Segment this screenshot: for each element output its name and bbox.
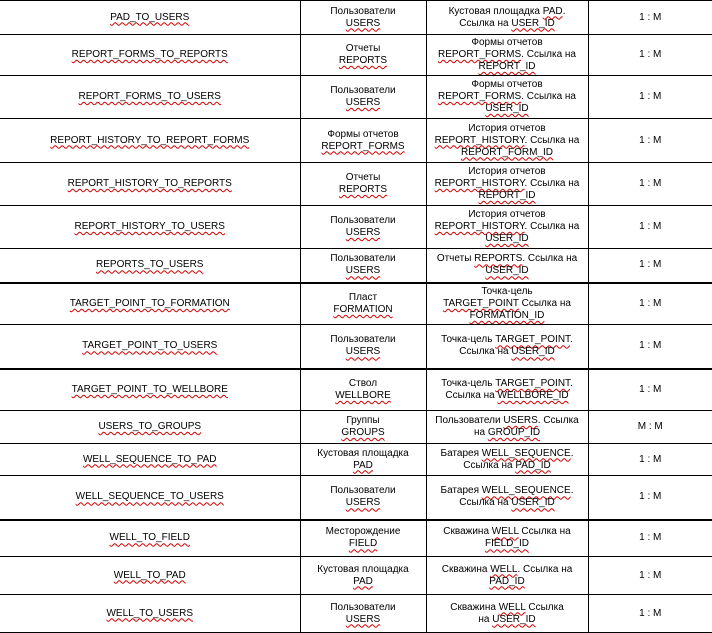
relation-name: TARGET_POINT_TO_WELLBORE	[71, 383, 228, 395]
parent-table-label: Формы отчетов	[327, 128, 399, 140]
parent-table-cell	[300, 557, 426, 595]
parent-table-code: USERS	[345, 265, 381, 277]
parent-table-label: Пользователи	[330, 85, 396, 96]
relation-name-cell	[0, 411, 300, 444]
relation-description-line: на USER_ID	[478, 613, 536, 625]
parent-table-label: Кустовая площадка	[317, 563, 409, 575]
table-row	[0, 595, 712, 633]
parent-table-label: Пользователи	[330, 485, 396, 497]
relation-description-line: Батарея WELL_SEQUENCE.	[440, 485, 574, 497]
parent-table-code: USERS	[345, 613, 381, 625]
relation-name: WELL_TO_FIELD	[109, 532, 190, 544]
relation-description-line: REPORT_ID	[478, 61, 536, 72]
relation-name: REPORT_HISTORY_TO_REPORT_FORMS	[50, 134, 250, 146]
cardinality-cell	[588, 557, 712, 595]
cardinality-value: 1 : M	[639, 532, 662, 544]
relation-description-line: REPORT_HISTORY. Ссылка на	[434, 178, 580, 189]
relation-name-cell	[0, 325, 300, 369]
parent-table-code: REPORT_FORMS	[321, 140, 405, 152]
relation-description-cell	[426, 595, 588, 633]
parent-table-cell	[300, 444, 426, 476]
parent-table-cell	[300, 35, 426, 76]
relation-name-cell	[0, 119, 300, 163]
relation-name-cell	[0, 595, 300, 633]
parent-table-code: GROUPS	[341, 427, 385, 438]
parent-table-code: USERS	[345, 97, 381, 108]
relation-name-cell	[0, 283, 300, 325]
relation-name: REPORTS_TO_USERS	[96, 259, 204, 271]
cardinality-value: 1 : M	[639, 453, 662, 465]
cardinality-value: 1 : M	[639, 607, 662, 619]
parent-table-label: Пользователи	[330, 601, 396, 613]
relation-description-line: Скважина WELL Ссылка на	[443, 526, 571, 538]
relation-name: REPORT_FORMS_TO_REPORTS	[71, 49, 228, 60]
relation-description-line: REPORT_FORMS. Ссылка на	[438, 91, 576, 102]
relation-description-cell	[426, 163, 588, 206]
cardinality-cell	[588, 1, 712, 35]
parent-table-code: PAD	[353, 575, 373, 587]
relation-name: WELL_TO_USERS	[106, 607, 193, 619]
relation-description-line: Скважина WELL Ссылка	[450, 601, 564, 613]
relation-description-line: Точка-цель TARGET_POINT.	[441, 377, 573, 389]
parent-table-code: PAD	[353, 459, 373, 471]
parent-table-label: Кустовая площадка	[317, 447, 409, 459]
relation-description-cell	[426, 206, 588, 249]
parent-table-cell	[300, 119, 426, 163]
relation-name: WELL_SEQUENCE_TO_USERS	[75, 491, 224, 503]
relation-description-cell	[426, 369, 588, 411]
relations-table-body	[0, 1, 712, 633]
relation-name-cell	[0, 369, 300, 411]
cardinality-cell	[588, 35, 712, 76]
cardinality-value: 1 : M	[639, 221, 662, 232]
table-row	[0, 411, 712, 444]
cardinality-cell	[588, 520, 712, 557]
cardinality-cell	[588, 283, 712, 325]
relation-description-line: Формы отчетов	[471, 37, 543, 48]
parent-table-cell	[300, 206, 426, 249]
cardinality-cell	[588, 206, 712, 249]
table-row	[0, 163, 712, 206]
relation-description-cell	[426, 119, 588, 163]
parent-table-label: Пользователи	[330, 253, 396, 265]
cardinality-value: 1 : M	[639, 11, 662, 23]
relation-description-line: FORMATION_ID	[469, 309, 545, 321]
cardinality-value: 1 : M	[639, 49, 662, 60]
relation-name-cell	[0, 35, 300, 76]
relation-description-line: TARGET_POINT Ссылка на	[443, 297, 571, 309]
cardinality-cell	[588, 476, 712, 520]
relation-description-line: Кустовая площадка PAD.	[448, 5, 566, 17]
relation-name-cell	[0, 1, 300, 35]
relation-name: USERS_TO_GROUPS	[98, 421, 202, 432]
table-row	[0, 283, 712, 325]
parent-table-code: USERS	[345, 17, 381, 29]
parent-table-code: USERS	[345, 346, 381, 358]
relation-description-line: История отчетов	[468, 122, 546, 134]
parent-table-label: Отчеты	[345, 172, 381, 183]
relation-name-cell	[0, 76, 300, 119]
relation-name-cell	[0, 249, 300, 283]
cardinality-cell	[588, 76, 712, 119]
table-row	[0, 249, 712, 283]
parent-table-label: Пласт	[348, 291, 378, 303]
relation-name: WELL_TO_PAD	[113, 569, 186, 581]
cardinality-cell	[588, 325, 712, 369]
relation-description-line: REPORT_HISTORY. Ссылка на	[434, 134, 580, 146]
relation-description-line: Ссылка на PAD_ID	[463, 459, 551, 471]
table-row	[0, 369, 712, 411]
table-row	[0, 35, 712, 76]
table-row	[0, 444, 712, 476]
relation-description-line: FIELD_ID	[485, 538, 529, 550]
parent-table-code: USERS	[345, 227, 381, 238]
parent-table-cell	[300, 76, 426, 119]
parent-table-label: Пользователи	[330, 215, 396, 226]
relation-name-cell	[0, 520, 300, 557]
relation-description-line: Ссылка на USER_ID	[459, 17, 555, 29]
relation-name-cell	[0, 206, 300, 249]
cardinality-value: 1 : M	[639, 259, 662, 271]
cardinality-cell	[588, 163, 712, 206]
relation-description-cell	[426, 283, 588, 325]
relation-description-line: Ссылка на USER_ID	[459, 346, 555, 358]
cardinality-cell	[588, 411, 712, 444]
relation-description-cell	[426, 35, 588, 76]
relation-name-cell	[0, 476, 300, 520]
parent-table-label: Ствол	[348, 377, 378, 389]
relation-description-cell	[426, 249, 588, 283]
cardinality-value: 1 : M	[639, 134, 662, 146]
cardinality-value: 1 : M	[639, 569, 662, 581]
relation-name-cell	[0, 557, 300, 595]
cardinality-value: 1 : M	[639, 178, 662, 189]
relation-description-line: на GROUP_ID	[473, 427, 541, 438]
relation-name: REPORT_FORMS_TO_USERS	[78, 91, 221, 102]
relation-description-line: Батарея WELL_SEQUENCE.	[440, 447, 574, 459]
table-row	[0, 476, 712, 520]
parent-table-cell	[300, 520, 426, 557]
relation-name: PAD_TO_USERS	[110, 11, 190, 23]
cardinality-cell	[588, 369, 712, 411]
relation-name: TARGET_POINT_TO_FORMATION	[69, 297, 230, 309]
table-row	[0, 1, 712, 35]
relation-description-line: REPORT_FORM_ID	[460, 146, 554, 158]
parent-table-label: Группы	[346, 415, 380, 426]
cardinality-cell	[588, 595, 712, 633]
relation-name-cell	[0, 444, 300, 476]
parent-table-cell	[300, 249, 426, 283]
cardinality-value: 1 : M	[639, 91, 662, 102]
relation-description-line: Точка-цель	[481, 285, 533, 297]
relation-description-cell	[426, 325, 588, 369]
relation-description-line: Ссылка на USER_ID	[459, 497, 555, 509]
relation-description-line: Скважина WELL. Ссылка на	[441, 563, 573, 575]
relation-description-line: USER_ID	[485, 265, 529, 277]
relation-description-line: USER_ID	[485, 103, 529, 114]
parent-table-cell	[300, 325, 426, 369]
parent-table-cell	[300, 1, 426, 35]
relation-description-line: Отчеты REPORTS. Ссылка на	[436, 253, 578, 265]
table-row	[0, 325, 712, 369]
relation-description-line: USER_ID	[485, 233, 529, 244]
table-row	[0, 520, 712, 557]
relation-description-line: REPORT_FORMS. Ссылка на	[438, 49, 576, 60]
parent-table-code: REPORTS	[338, 55, 388, 66]
relation-description-cell	[426, 476, 588, 520]
relation-description-line: Формы отчетов	[471, 79, 543, 90]
cardinality-cell	[588, 119, 712, 163]
relation-name-cell	[0, 163, 300, 206]
table-row	[0, 206, 712, 249]
parent-table-code: USERS	[345, 497, 381, 509]
parent-table-code: FIELD	[348, 538, 378, 550]
table-row	[0, 557, 712, 595]
parent-table-code: FORMATION	[333, 303, 393, 315]
relation-description-cell	[426, 1, 588, 35]
parent-table-cell	[300, 283, 426, 325]
parent-table-label: Месторождение	[325, 526, 401, 538]
relation-description-line: Ссылка на WELLBORE_ID	[445, 389, 569, 401]
relation-description-cell	[426, 444, 588, 476]
cardinality-value: 1 : M	[639, 297, 662, 309]
relation-description-line: Точка-цель TARGET_POINT.	[441, 334, 573, 346]
parent-table-cell	[300, 163, 426, 206]
parent-table-label: Отчеты	[345, 43, 381, 54]
relation-description-line: REPORT_ID	[478, 190, 536, 201]
relation-name: REPORT_HISTORY_TO_REPORTS	[67, 178, 232, 189]
relation-name: REPORT_HISTORY_TO_USERS	[74, 221, 225, 232]
cardinality-value: 1 : M	[639, 340, 662, 352]
cardinality-cell	[588, 249, 712, 283]
relation-description-line: История отчетов	[468, 166, 546, 177]
relation-description-cell	[426, 76, 588, 119]
cardinality-value: 1 : M	[639, 383, 662, 395]
relation-description-line: REPORT_HISTORY. Ссылка на	[434, 221, 580, 232]
table-row	[0, 119, 712, 163]
parent-table-code: WELLBORE	[335, 389, 391, 401]
relation-name: TARGET_POINT_TO_USERS	[82, 340, 218, 352]
relation-description-cell	[426, 520, 588, 557]
parent-table-label: Пользователи	[330, 5, 396, 17]
parent-table-cell	[300, 595, 426, 633]
parent-table-cell	[300, 369, 426, 411]
relation-description-line: История отчетов	[468, 209, 546, 220]
relation-description-line: Пользователи USERS. Ссылка	[435, 415, 579, 426]
cardinality-value: 1 : M	[639, 491, 662, 503]
parent-table-cell	[300, 476, 426, 520]
parent-table-cell	[300, 411, 426, 444]
cardinality-value: M : M	[637, 421, 663, 432]
relation-description-cell	[426, 411, 588, 444]
relation-name: WELL_SEQUENCE_TO_PAD	[82, 453, 217, 465]
cardinality-cell	[588, 444, 712, 476]
relation-description-line: PAD_ID	[489, 575, 525, 587]
parent-table-label: Пользователи	[330, 334, 396, 346]
relation-description-cell	[426, 557, 588, 595]
parent-table-code: REPORTS	[338, 184, 388, 195]
table-row	[0, 76, 712, 119]
